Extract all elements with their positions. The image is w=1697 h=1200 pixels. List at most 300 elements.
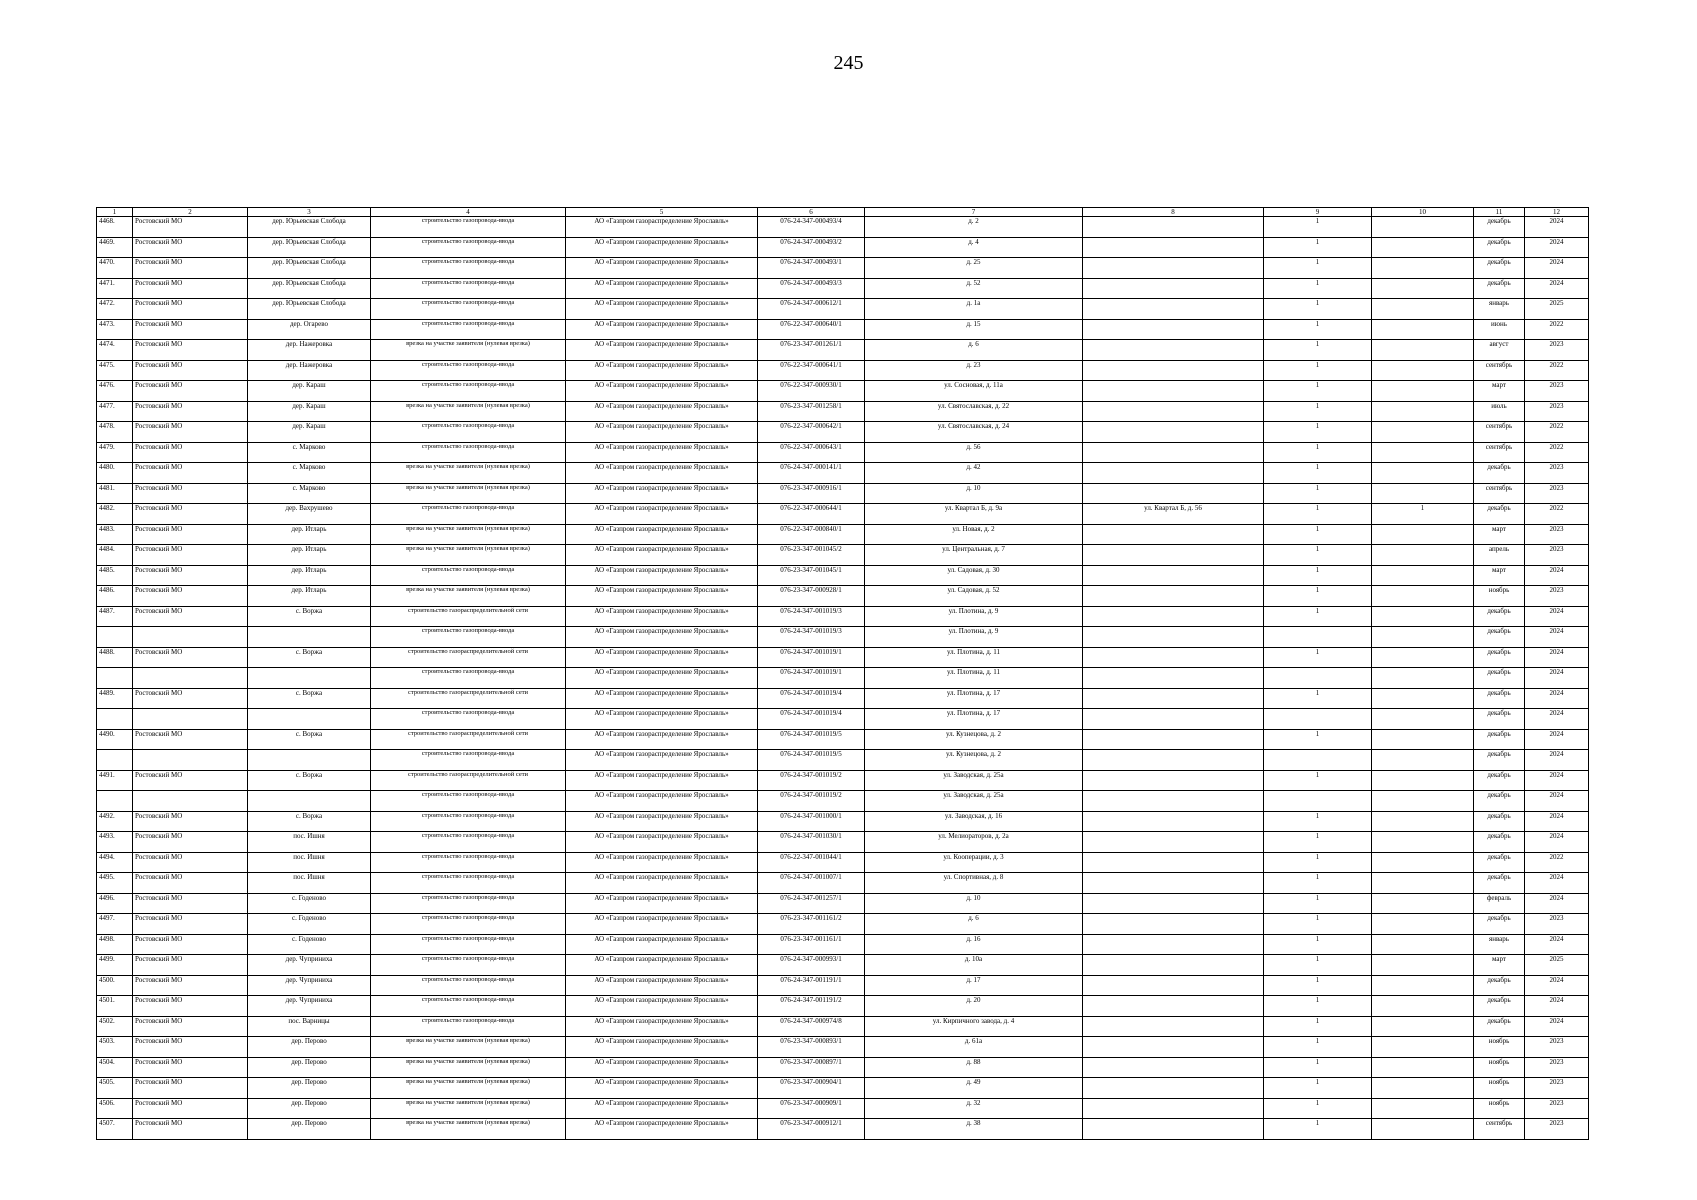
work-type-cell: строительство газопровода-ввода — [371, 955, 566, 976]
count-cell: 1 — [1264, 914, 1372, 935]
municipality-cell — [133, 668, 248, 689]
settlement-cell: дер. Итларь — [248, 545, 371, 566]
address-2-cell — [1083, 237, 1264, 258]
organization-cell: АО «Газпром газораспределение Ярославль» — [566, 955, 758, 976]
work-type-cell: строительство газопровода-ввода — [371, 934, 566, 955]
row-number-cell: 4481. — [97, 483, 133, 504]
address-cell: ул. Кузнецова, д. 2 — [865, 750, 1083, 771]
address-2-cell — [1083, 442, 1264, 463]
address-cell: ул. Плотина, д. 17 — [865, 709, 1083, 730]
count-cell: 1 — [1264, 504, 1372, 525]
table-row — [97, 319, 1589, 340]
application-number-cell: 076-22-347-001044/1 — [758, 852, 865, 873]
row-number-cell: 4478. — [97, 422, 133, 443]
month-cell: декабрь — [1474, 463, 1525, 484]
settlement-cell — [248, 750, 371, 771]
row-number-cell: 4496. — [97, 893, 133, 914]
address-cell: д. 10 — [865, 893, 1083, 914]
organization-cell: АО «Газпром газораспределение Ярославль» — [566, 1057, 758, 1078]
application-number-cell: 076-23-347-001045/1 — [758, 565, 865, 586]
application-number-cell: 076-23-347-001261/1 — [758, 340, 865, 361]
municipality-cell: Ростовский МО — [133, 258, 248, 279]
municipality-cell: Ростовский МО — [133, 524, 248, 545]
count-cell: 1 — [1264, 832, 1372, 853]
work-type-cell: врезка на участке заявителя (нулевая врезка) — [371, 463, 566, 484]
month-cell: июнь — [1474, 319, 1525, 340]
municipality-cell: Ростовский МО — [133, 442, 248, 463]
column-number-1: 1 — [97, 208, 133, 217]
organization-cell: АО «Газпром газораспределение Ярославль» — [566, 934, 758, 955]
month-cell: декабрь — [1474, 873, 1525, 894]
settlement-cell: с. Воржа — [248, 606, 371, 627]
address-2-cell — [1083, 1119, 1264, 1140]
month-cell: декабрь — [1474, 975, 1525, 996]
address-2-cell — [1083, 811, 1264, 832]
application-number-cell: 076-24-347-001007/1 — [758, 873, 865, 894]
row-number-cell: 4469. — [97, 237, 133, 258]
count-2-cell — [1372, 442, 1474, 463]
application-number-cell: 076-23-347-000909/1 — [758, 1098, 865, 1119]
application-number-cell: 076-22-347-000643/1 — [758, 442, 865, 463]
table-row — [97, 1098, 1589, 1119]
month-cell: декабрь — [1474, 504, 1525, 525]
address-2-cell — [1083, 975, 1264, 996]
count-2-cell — [1372, 955, 1474, 976]
row-number-cell: 4506. — [97, 1098, 133, 1119]
row-number-cell: 4472. — [97, 299, 133, 320]
application-number-cell: 076-24-347-000493/4 — [758, 217, 865, 238]
count-cell: 1 — [1264, 1119, 1372, 1140]
organization-cell: АО «Газпром газораспределение Ярославль» — [566, 483, 758, 504]
table-body — [97, 208, 1589, 1140]
work-type-cell: строительство газопровода-ввода — [371, 750, 566, 771]
address-2-cell — [1083, 914, 1264, 935]
settlement-cell: дер. Чуприниха — [248, 955, 371, 976]
count-cell: 1 — [1264, 545, 1372, 566]
settlement-cell: дер. Караш — [248, 422, 371, 443]
settlement-cell: дер. Вахрушево — [248, 504, 371, 525]
table-row — [97, 442, 1589, 463]
table-row — [97, 360, 1589, 381]
municipality-cell: Ростовский МО — [133, 483, 248, 504]
address-cell: д. 4 — [865, 237, 1083, 258]
address-cell: ул. Квартал Б, д. 9а — [865, 504, 1083, 525]
year-cell: 2024 — [1525, 832, 1589, 853]
work-type-cell: врезка на участке заявителя (нулевая врезка) — [371, 586, 566, 607]
application-number-cell: 076-24-347-000141/1 — [758, 463, 865, 484]
year-cell: 2024 — [1525, 729, 1589, 750]
column-number-6: 6 — [758, 208, 865, 217]
year-cell: 2023 — [1525, 586, 1589, 607]
table-row — [97, 258, 1589, 279]
count-2-cell — [1372, 832, 1474, 853]
settlement-cell — [248, 627, 371, 648]
column-number-2: 2 — [133, 208, 248, 217]
application-number-cell: 076-22-347-000840/1 — [758, 524, 865, 545]
address-2-cell: ул. Квартал Б, д. 56 — [1083, 504, 1264, 525]
organization-cell: АО «Газпром газораспределение Ярославль» — [566, 442, 758, 463]
row-number-cell: 4507. — [97, 1119, 133, 1140]
year-cell: 2024 — [1525, 996, 1589, 1017]
settlement-cell: с. Марково — [248, 442, 371, 463]
address-cell: д. 16 — [865, 934, 1083, 955]
work-type-cell: строительство газопровода-ввода — [371, 668, 566, 689]
address-2-cell — [1083, 401, 1264, 422]
work-type-cell: строительство газопровода-ввода — [371, 975, 566, 996]
count-2-cell — [1372, 893, 1474, 914]
row-number-cell: 4493. — [97, 832, 133, 853]
table-row — [97, 1037, 1589, 1058]
month-cell: ноябрь — [1474, 1078, 1525, 1099]
month-cell: декабрь — [1474, 688, 1525, 709]
address-2-cell — [1083, 729, 1264, 750]
settlement-cell: с. Годеново — [248, 893, 371, 914]
month-cell: апрель — [1474, 545, 1525, 566]
work-type-cell: врезка на участке заявителя (нулевая врезка) — [371, 1078, 566, 1099]
settlement-cell: с. Марково — [248, 483, 371, 504]
application-number-cell: 076-24-347-001019/2 — [758, 791, 865, 812]
application-number-cell: 076-23-347-001045/2 — [758, 545, 865, 566]
count-cell: 1 — [1264, 401, 1372, 422]
address-cell: ул. Кирпичного завода, д. 4 — [865, 1016, 1083, 1037]
count-2-cell — [1372, 627, 1474, 648]
month-cell: январь — [1474, 934, 1525, 955]
count-cell — [1264, 668, 1372, 689]
year-cell: 2024 — [1525, 237, 1589, 258]
row-number-cell: 4498. — [97, 934, 133, 955]
address-2-cell — [1083, 524, 1264, 545]
year-cell: 2024 — [1525, 565, 1589, 586]
count-cell: 1 — [1264, 1016, 1372, 1037]
year-cell: 2024 — [1525, 668, 1589, 689]
municipality-cell: Ростовский МО — [133, 1078, 248, 1099]
row-number-cell: 4475. — [97, 360, 133, 381]
address-cell: д. 38 — [865, 1119, 1083, 1140]
settlement-cell: дер. Нажеровка — [248, 340, 371, 361]
month-cell: декабрь — [1474, 668, 1525, 689]
month-cell: ноябрь — [1474, 586, 1525, 607]
settlement-cell — [248, 791, 371, 812]
settlement-cell: с. Годеново — [248, 934, 371, 955]
application-number-cell: 076-22-347-000640/1 — [758, 319, 865, 340]
count-2-cell — [1372, 791, 1474, 812]
year-cell: 2024 — [1525, 1016, 1589, 1037]
work-type-cell: строительство газопровода-ввода — [371, 873, 566, 894]
month-cell: сентябрь — [1474, 422, 1525, 443]
address-2-cell — [1083, 955, 1264, 976]
work-type-cell: строительство газораспределительной сети — [371, 606, 566, 627]
year-cell: 2023 — [1525, 1037, 1589, 1058]
settlement-cell: дер. Юрьевская Слобода — [248, 299, 371, 320]
month-cell: ноябрь — [1474, 1098, 1525, 1119]
year-cell: 2024 — [1525, 873, 1589, 894]
organization-cell: АО «Газпром газораспределение Ярославль» — [566, 832, 758, 853]
year-cell: 2023 — [1525, 463, 1589, 484]
count-cell: 1 — [1264, 442, 1372, 463]
count-2-cell — [1372, 483, 1474, 504]
row-number-cell: 4487. — [97, 606, 133, 627]
row-number-cell: 4494. — [97, 852, 133, 873]
month-cell: декабрь — [1474, 627, 1525, 648]
work-type-cell: строительство газопровода-ввода — [371, 791, 566, 812]
year-cell: 2022 — [1525, 319, 1589, 340]
organization-cell: АО «Газпром газораспределение Ярославль» — [566, 688, 758, 709]
address-cell: д. 2 — [865, 217, 1083, 238]
column-number-7: 7 — [865, 208, 1083, 217]
organization-cell: АО «Газпром газораспределение Ярославль» — [566, 1098, 758, 1119]
work-type-cell: строительство газопровода-ввода — [371, 565, 566, 586]
organization-cell: АО «Газпром газораспределение Ярославль» — [566, 770, 758, 791]
address-cell: ул. Садовая, д. 30 — [865, 565, 1083, 586]
year-cell: 2024 — [1525, 627, 1589, 648]
address-cell: д. 49 — [865, 1078, 1083, 1099]
work-type-cell: строительство газопровода-ввода — [371, 442, 566, 463]
year-cell: 2025 — [1525, 955, 1589, 976]
row-number-cell: 4468. — [97, 217, 133, 238]
municipality-cell: Ростовский МО — [133, 688, 248, 709]
settlement-cell: дер. Юрьевская Слобода — [248, 258, 371, 279]
municipality-cell — [133, 709, 248, 730]
settlement-cell: дер. Чуприниха — [248, 975, 371, 996]
work-type-cell: строительство газопровода-ввода — [371, 422, 566, 443]
organization-cell: АО «Газпром газораспределение Ярославль» — [566, 278, 758, 299]
work-type-cell: строительство газопровода-ввода — [371, 996, 566, 1017]
organization-cell: АО «Газпром газораспределение Ярославль» — [566, 627, 758, 648]
address-2-cell — [1083, 852, 1264, 873]
municipality-cell: Ростовский МО — [133, 401, 248, 422]
header-row — [97, 208, 1589, 217]
address-2-cell — [1083, 709, 1264, 730]
settlement-cell: дер. Юрьевская Слобода — [248, 237, 371, 258]
row-number-cell: 4484. — [97, 545, 133, 566]
address-2-cell — [1083, 1098, 1264, 1119]
settlement-cell: с. Воржа — [248, 647, 371, 668]
settlement-cell — [248, 668, 371, 689]
count-2-cell — [1372, 217, 1474, 238]
row-number-cell: 4485. — [97, 565, 133, 586]
year-cell: 2023 — [1525, 545, 1589, 566]
row-number-cell — [97, 791, 133, 812]
row-number-cell: 4497. — [97, 914, 133, 935]
month-cell: февраль — [1474, 893, 1525, 914]
municipality-cell: Ростовский МО — [133, 299, 248, 320]
application-number-cell: 076-24-347-001019/1 — [758, 668, 865, 689]
table-row — [97, 750, 1589, 771]
count-cell: 1 — [1264, 463, 1372, 484]
row-number-cell: 4495. — [97, 873, 133, 894]
organization-cell: АО «Газпром газораспределение Ярославль» — [566, 750, 758, 771]
work-type-cell: врезка на участке заявителя (нулевая врезка) — [371, 401, 566, 422]
count-cell: 1 — [1264, 340, 1372, 361]
address-2-cell — [1083, 299, 1264, 320]
organization-cell: АО «Газпром газораспределение Ярославль» — [566, 545, 758, 566]
table-row — [97, 606, 1589, 627]
address-cell: ул. Центральная, д. 7 — [865, 545, 1083, 566]
count-2-cell — [1372, 1098, 1474, 1119]
table-row — [97, 586, 1589, 607]
address-2-cell — [1083, 1057, 1264, 1078]
count-cell: 1 — [1264, 770, 1372, 791]
row-number-cell: 4489. — [97, 688, 133, 709]
organization-cell: АО «Газпром газораспределение Ярославль» — [566, 381, 758, 402]
address-2-cell — [1083, 278, 1264, 299]
month-cell: декабрь — [1474, 770, 1525, 791]
count-cell: 1 — [1264, 975, 1372, 996]
municipality-cell: Ростовский МО — [133, 1098, 248, 1119]
settlement-cell: с. Воржа — [248, 770, 371, 791]
count-2-cell — [1372, 237, 1474, 258]
count-2-cell — [1372, 668, 1474, 689]
column-number-10: 10 — [1372, 208, 1474, 217]
row-number-cell: 4470. — [97, 258, 133, 279]
year-cell: 2023 — [1525, 483, 1589, 504]
address-2-cell — [1083, 360, 1264, 381]
count-2-cell — [1372, 258, 1474, 279]
count-2-cell — [1372, 545, 1474, 566]
address-2-cell — [1083, 1016, 1264, 1037]
table-row — [97, 647, 1589, 668]
address-2-cell — [1083, 1037, 1264, 1058]
count-2-cell — [1372, 914, 1474, 935]
organization-cell: АО «Газпром газораспределение Ярославль» — [566, 852, 758, 873]
count-cell: 1 — [1264, 360, 1372, 381]
work-type-cell: строительство газопровода-ввода — [371, 258, 566, 279]
count-2-cell — [1372, 688, 1474, 709]
count-cell: 1 — [1264, 811, 1372, 832]
application-number-cell: 076-23-347-000912/1 — [758, 1119, 865, 1140]
address-2-cell — [1083, 319, 1264, 340]
address-2-cell — [1083, 873, 1264, 894]
month-cell: декабрь — [1474, 729, 1525, 750]
application-number-cell: 076-24-347-000493/3 — [758, 278, 865, 299]
count-cell — [1264, 750, 1372, 771]
settlement-cell: дер. Перово — [248, 1037, 371, 1058]
table-row — [97, 1119, 1589, 1140]
application-number-cell: 076-22-347-000930/1 — [758, 381, 865, 402]
application-number-cell: 076-24-347-001257/1 — [758, 893, 865, 914]
year-cell: 2024 — [1525, 934, 1589, 955]
municipality-cell: Ростовский МО — [133, 381, 248, 402]
municipality-cell: Ростовский МО — [133, 1037, 248, 1058]
table-row — [97, 545, 1589, 566]
work-type-cell: врезка на участке заявителя (нулевая врезка) — [371, 483, 566, 504]
data-table — [96, 207, 1589, 1140]
work-type-cell: врезка на участке заявителя (нулевая врезка) — [371, 1037, 566, 1058]
count-2-cell — [1372, 1078, 1474, 1099]
organization-cell: АО «Газпром газораспределение Ярославль» — [566, 586, 758, 607]
table-row — [97, 852, 1589, 873]
settlement-cell: с. Воржа — [248, 729, 371, 750]
year-cell: 2024 — [1525, 811, 1589, 832]
page-number: 245 — [833, 52, 864, 74]
count-2-cell — [1372, 401, 1474, 422]
organization-cell: АО «Газпром газораспределение Ярославль» — [566, 975, 758, 996]
address-2-cell — [1083, 217, 1264, 238]
table-row — [97, 217, 1589, 238]
address-2-cell — [1083, 750, 1264, 771]
address-cell: ул. Сосновая, д. 11а — [865, 381, 1083, 402]
municipality-cell: Ростовский МО — [133, 237, 248, 258]
address-cell: д. 52 — [865, 278, 1083, 299]
count-2-cell — [1372, 1057, 1474, 1078]
municipality-cell — [133, 791, 248, 812]
count-2-cell — [1372, 975, 1474, 996]
table-row — [97, 1016, 1589, 1037]
count-cell: 1 — [1264, 524, 1372, 545]
organization-cell: АО «Газпром газораспределение Ярославль» — [566, 996, 758, 1017]
municipality-cell: Ростовский МО — [133, 319, 248, 340]
count-2-cell — [1372, 934, 1474, 955]
count-2-cell: 1 — [1372, 504, 1474, 525]
address-cell: д. 20 — [865, 996, 1083, 1017]
row-number-cell: 4480. — [97, 463, 133, 484]
table-row — [97, 340, 1589, 361]
organization-cell: АО «Газпром газораспределение Ярославль» — [566, 217, 758, 238]
work-type-cell: врезка на участке заявителя (нулевая врезка) — [371, 1057, 566, 1078]
application-number-cell: 076-24-347-001000/1 — [758, 811, 865, 832]
count-cell: 1 — [1264, 483, 1372, 504]
application-number-cell: 076-24-347-001019/4 — [758, 709, 865, 730]
work-type-cell: строительство газопровода-ввода — [371, 360, 566, 381]
column-number-9: 9 — [1264, 208, 1372, 217]
settlement-cell: дер. Караш — [248, 381, 371, 402]
year-cell: 2024 — [1525, 688, 1589, 709]
year-cell: 2024 — [1525, 606, 1589, 627]
row-number-cell: 4474. — [97, 340, 133, 361]
organization-cell: АО «Газпром газораспределение Ярославль» — [566, 299, 758, 320]
application-number-cell: 076-24-347-001191/2 — [758, 996, 865, 1017]
year-cell: 2023 — [1525, 914, 1589, 935]
month-cell: март — [1474, 955, 1525, 976]
organization-cell: АО «Газпром газораспределение Ярославль» — [566, 565, 758, 586]
application-number-cell: 076-24-347-000612/1 — [758, 299, 865, 320]
address-cell: д. 61а — [865, 1037, 1083, 1058]
work-type-cell: строительство газопровода-ввода — [371, 217, 566, 238]
address-2-cell — [1083, 934, 1264, 955]
address-cell: д. 23 — [865, 360, 1083, 381]
work-type-cell: строительство газопровода-ввода — [371, 709, 566, 730]
address-2-cell — [1083, 422, 1264, 443]
year-cell: 2024 — [1525, 770, 1589, 791]
year-cell: 2023 — [1525, 1119, 1589, 1140]
settlement-cell: с. Годеново — [248, 914, 371, 935]
application-number-cell: 076-23-347-001161/1 — [758, 934, 865, 955]
month-cell: декабрь — [1474, 996, 1525, 1017]
address-cell: ул. Плотина, д. 9 — [865, 627, 1083, 648]
settlement-cell: дер. Итларь — [248, 586, 371, 607]
address-cell: д. 32 — [865, 1098, 1083, 1119]
settlement-cell: дер. Перово — [248, 1078, 371, 1099]
address-cell: д. 1а — [865, 299, 1083, 320]
count-cell: 1 — [1264, 565, 1372, 586]
address-2-cell — [1083, 483, 1264, 504]
table-row — [97, 237, 1589, 258]
table-row — [97, 709, 1589, 730]
count-cell: 1 — [1264, 1037, 1372, 1058]
address-2-cell — [1083, 647, 1264, 668]
table-row — [97, 688, 1589, 709]
table-row — [97, 668, 1589, 689]
organization-cell: АО «Газпром газораспределение Ярославль» — [566, 504, 758, 525]
address-cell: ул. Плотина, д. 11 — [865, 647, 1083, 668]
count-cell: 1 — [1264, 688, 1372, 709]
year-cell: 2023 — [1525, 1057, 1589, 1078]
row-number-cell — [97, 750, 133, 771]
settlement-cell: дер. Перово — [248, 1057, 371, 1078]
address-cell: д. 6 — [865, 914, 1083, 935]
address-cell: ул. Мелиораторов, д. 2а — [865, 832, 1083, 853]
address-cell: ул. Святославская, д. 24 — [865, 422, 1083, 443]
